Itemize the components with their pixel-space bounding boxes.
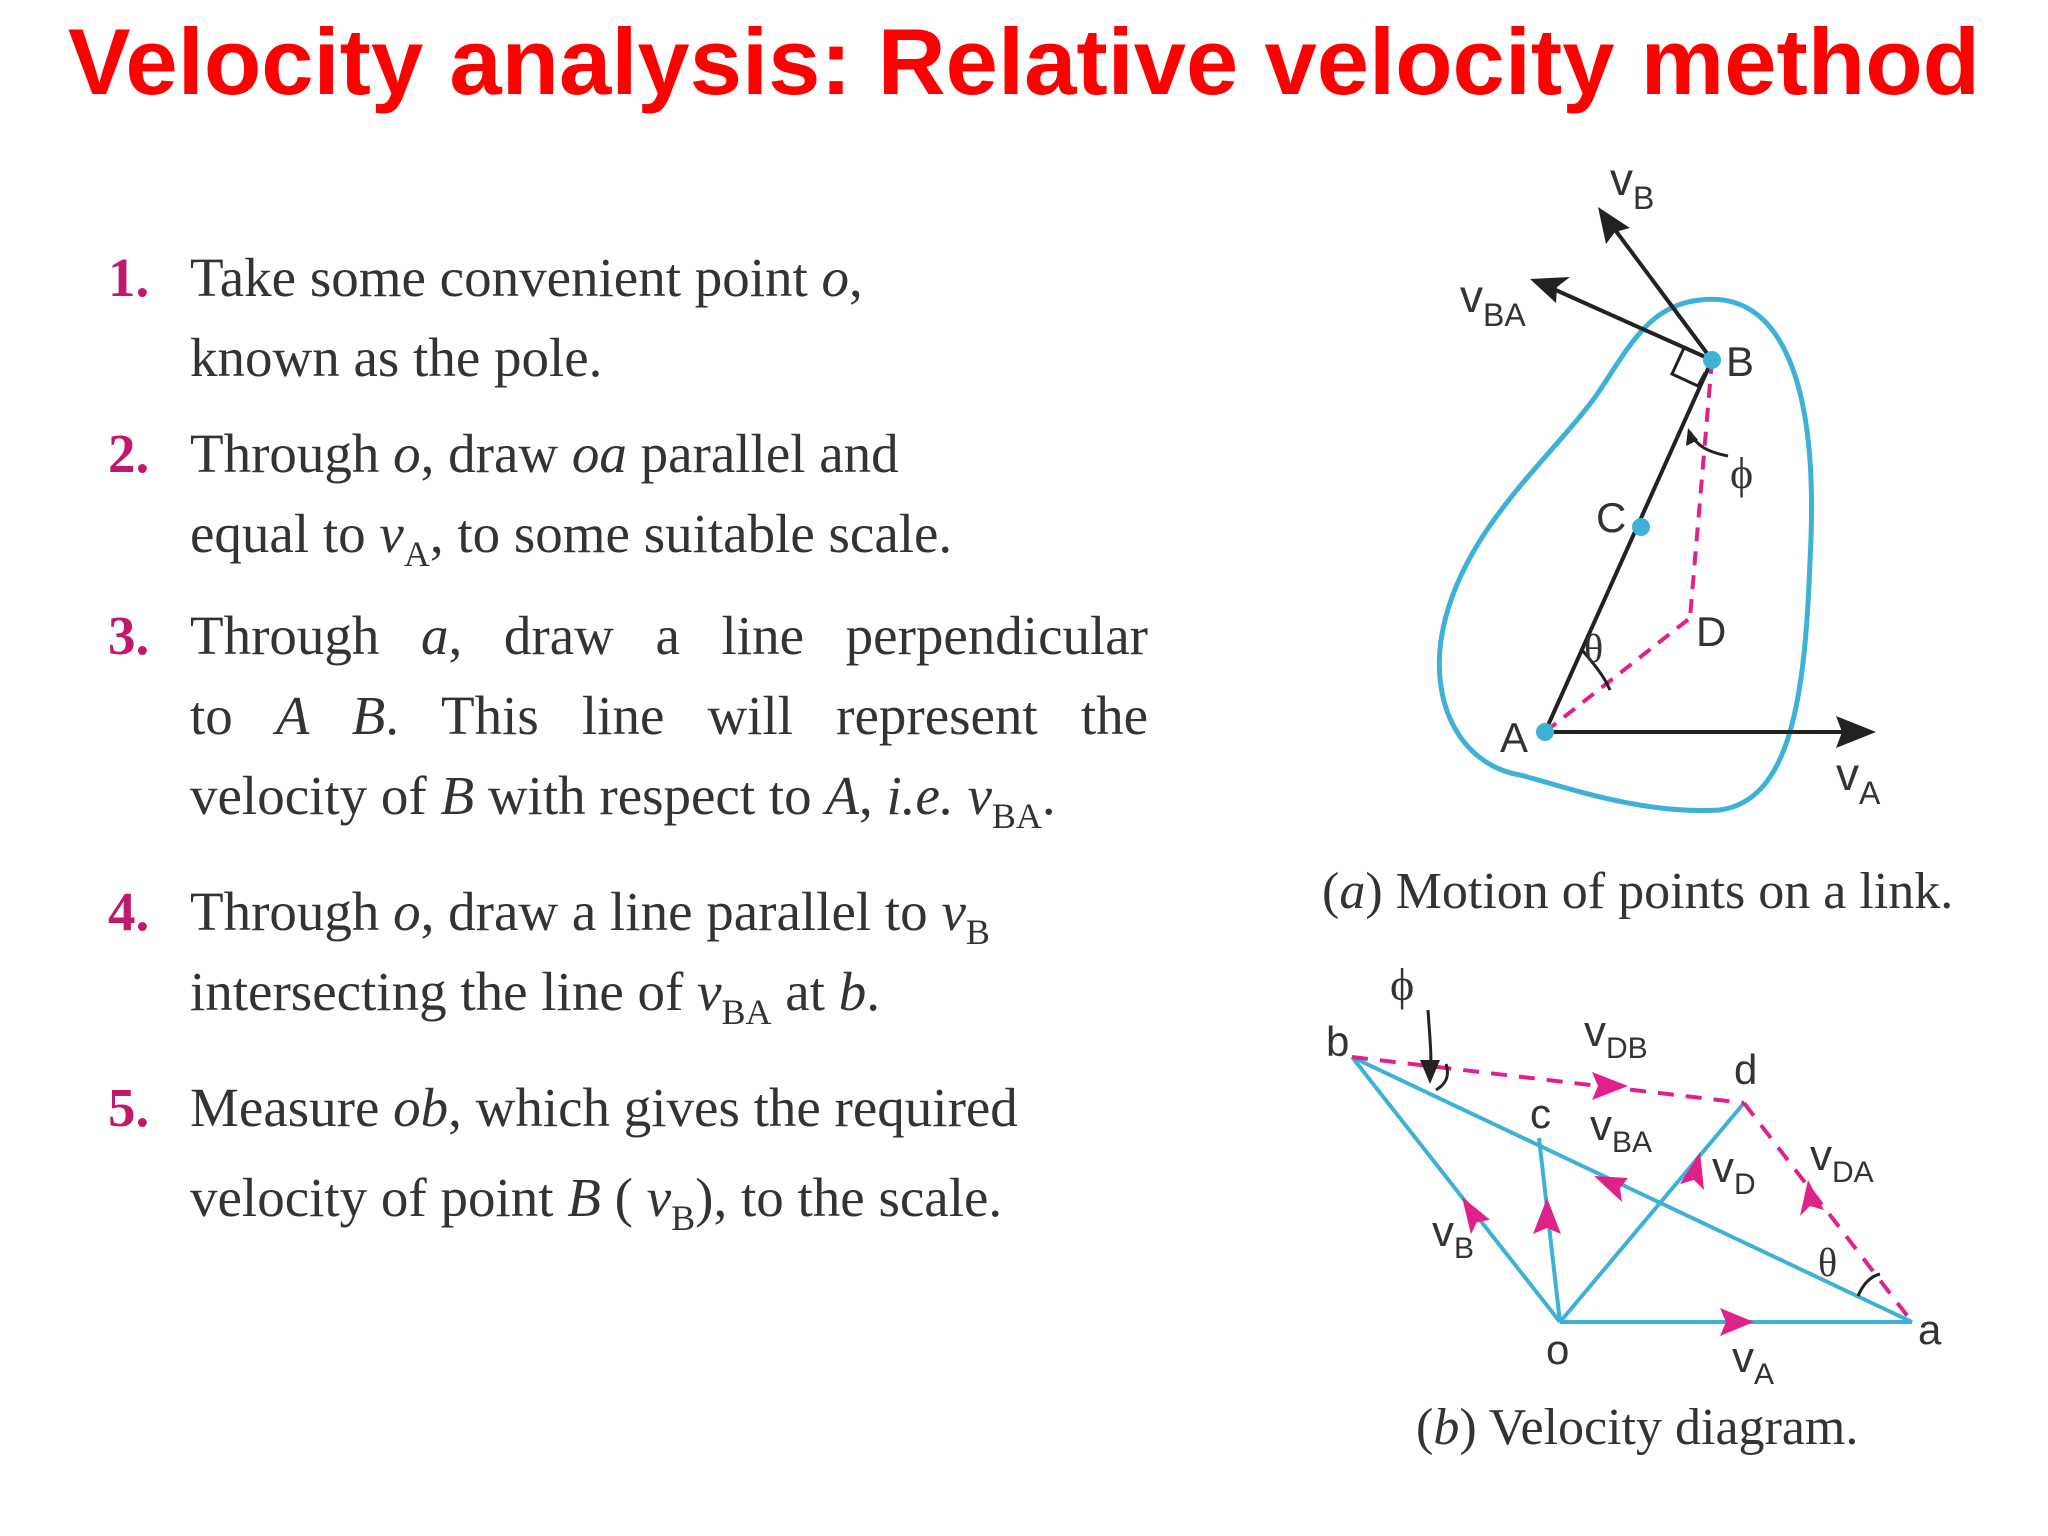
label-theta: θ	[1818, 1240, 1838, 1285]
theta-arc	[1858, 1274, 1880, 1296]
step-number: 3.	[108, 605, 150, 666]
step-line: Through a, draw a line perpendicular	[190, 605, 1148, 666]
phi-arc	[1690, 432, 1728, 456]
label-phi: ϕ	[1730, 449, 1754, 498]
vb-arrow	[1604, 215, 1712, 360]
label-b: b	[1326, 1018, 1350, 1065]
label-vb: $v_B$	[1432, 1207, 1475, 1265]
arrow-vda	[1800, 1180, 1824, 1216]
arrow-vba	[1594, 1176, 1628, 1202]
label-b: B	[1726, 338, 1755, 385]
step-line: velocity of point B ( $v_B$), to the scale.	[190, 1167, 1003, 1238]
step-line: equal to $v_A$, to some suitable scale.	[190, 503, 953, 574]
label-va: $v_A$	[1836, 748, 1881, 811]
label-phi: ϕ	[1390, 959, 1415, 1010]
caption-figure-b: (b) Velocity diagram.	[1416, 1399, 1859, 1456]
figure-a	[1439, 153, 1881, 811]
point-a	[1536, 723, 1554, 741]
label-theta: θ	[1584, 626, 1604, 671]
step-line: Take some convenient point o,	[190, 247, 863, 308]
line-ob	[1352, 1057, 1560, 1322]
label-vd: $v_D$	[1712, 1143, 1756, 1201]
label-c: c	[1530, 1090, 1551, 1137]
label-a: A	[1500, 714, 1529, 761]
label-d: D	[1696, 608, 1727, 655]
vba-arrowhead	[1530, 277, 1570, 303]
label-vdb: $v_{DB}$	[1584, 1007, 1648, 1065]
point-b	[1703, 351, 1721, 369]
label-d: d	[1734, 1046, 1758, 1093]
label-a: a	[1918, 1306, 1942, 1353]
caption-figure-a: (a) Motion of points on a link.	[1322, 863, 1954, 920]
dashed-ad	[1545, 618, 1690, 732]
label-vba: $v_{BA}$	[1460, 270, 1526, 333]
arrow-vd	[1680, 1152, 1704, 1190]
step-number: 5.	[108, 1077, 150, 1138]
page-title: Velocity analysis: Relative velocity method	[67, 9, 1981, 114]
label-vb: $v_B$	[1610, 153, 1655, 216]
arrow-vc	[1533, 1198, 1561, 1234]
step-number: 4.	[108, 881, 150, 942]
step-number: 1.	[108, 247, 150, 308]
step-line: known as the pole.	[190, 327, 603, 388]
figure-b	[1326, 959, 1942, 1391]
step-line: to A B. This line will represent the	[190, 685, 1149, 746]
vb-arrowhead	[1598, 207, 1630, 244]
point-c	[1632, 518, 1650, 536]
step-number: 2.	[108, 423, 150, 484]
label-vda: $v_{DA}$	[1810, 1131, 1874, 1189]
label-o: o	[1546, 1326, 1570, 1373]
step-line: intersecting the line of $v_{BA}$ at b.	[190, 961, 880, 1032]
step-line: Through o, draw oa parallel and	[190, 423, 899, 484]
step-line: Through o, draw a line parallel to $v_B$	[190, 881, 990, 952]
label-va: $v_A$	[1732, 1333, 1775, 1391]
label-vba: $v_{BA}$	[1590, 1101, 1653, 1159]
va-arrowhead	[1836, 716, 1876, 748]
step-line: Measure ob, which gives the required	[190, 1077, 1018, 1138]
link-ab	[1545, 360, 1712, 732]
step-line: velocity of B with respect to A, i.e. $v_{BA}$.	[190, 765, 1056, 836]
arrow-vdb	[1592, 1072, 1628, 1100]
phi-pointer-head	[1420, 1060, 1440, 1084]
label-c: C	[1596, 494, 1627, 541]
